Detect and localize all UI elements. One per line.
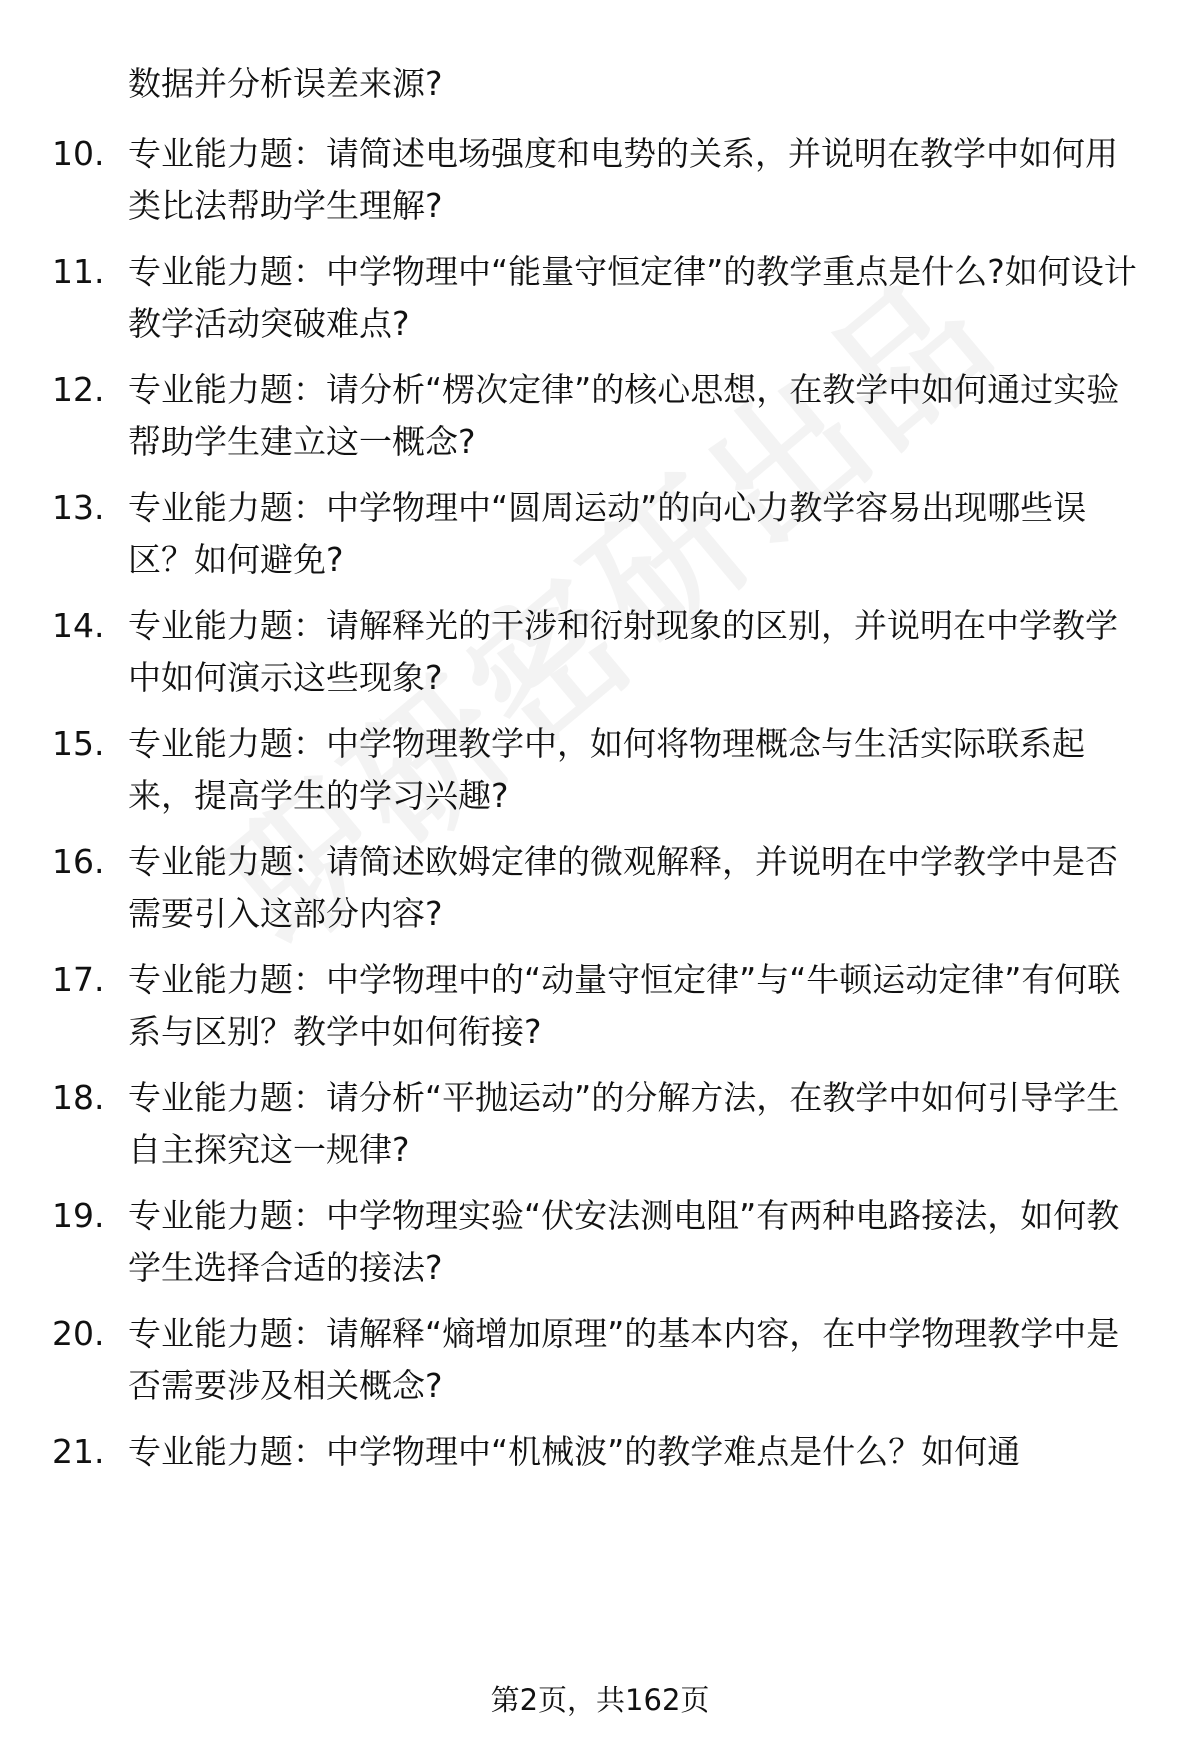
question-item <box>52 128 1142 232</box>
page-footer: 第2页，共162页 <box>490 1683 710 1717</box>
continuation-text: 数据并分析误差来源? <box>128 64 443 103</box>
question-text: 专业能力题：请解释光的干涉和衍射现象的区别，并说明在中学教学中如何演示这些现象? <box>128 606 1118 697</box>
question-text: 专业能力题：请简述电场强度和电势的关系，并说明在教学中如何用类比法帮助学生理解? <box>128 134 1118 225</box>
question-item <box>52 600 1142 704</box>
question-item <box>52 1190 1142 1294</box>
question-item <box>52 246 1142 350</box>
question-item <box>52 954 1142 1058</box>
question-text: 专业能力题：中学物理教学中，如何将物理概念与生活实际联系起来，提高学生的学习兴趣? <box>128 724 1085 815</box>
question-text: 专业能力题：请分析“楞次定律”的核心思想，在教学中如何通过实验帮助学生建立这一概念? <box>128 370 1120 461</box>
question-text: 专业能力题：中学物理中“圆周运动”的向心力教学容易出现哪些误区？如何避免? <box>128 488 1087 579</box>
question-number: 18. <box>52 1078 105 1117</box>
question-text: 专业能力题：请简述欧姆定律的微观解释，并说明在中学教学中是否需要引入这部分内容? <box>128 842 1118 933</box>
question-item <box>52 482 1142 586</box>
question-number: 16. <box>52 842 105 881</box>
question-number: 19. <box>52 1196 105 1235</box>
question-number: 10. <box>52 134 105 173</box>
question-number: 11. <box>52 252 105 291</box>
question-item <box>52 364 1142 468</box>
question-number: 20. <box>52 1314 105 1353</box>
question-text: 专业能力题：中学物理中“能量守恒定律”的教学重点是什么?如何设计教学活动突破难点? <box>128 252 1137 343</box>
question-number: 13. <box>52 488 105 527</box>
question-text: 专业能力题：中学物理实验“伏安法测电阻”有两种电路接法，如何教学生选择合适的接法? <box>128 1196 1120 1287</box>
question-number: 21. <box>52 1432 105 1471</box>
question-text: 专业能力题：请分析“平抛运动”的分解方法，在教学中如何引导学生自主探究这一规律? <box>128 1078 1120 1169</box>
question-text: 专业能力题：请解释“熵增加原理”的基本内容，在中学物理教学中是否需要涉及相关概念? <box>128 1314 1120 1405</box>
question-text: 专业能力题：中学物理中的“动量守恒定律”与“牛顿运动定律”有何联系与区别？教学中如何衔接? <box>128 960 1121 1051</box>
question-item <box>52 1426 1142 1478</box>
question-number: 15. <box>52 724 105 763</box>
question-item <box>52 836 1142 940</box>
question-text: 专业能力题：中学物理中“机械波”的教学难点是什么？如何通 <box>128 1432 1021 1471</box>
question-number: 14. <box>52 606 105 645</box>
question-item <box>52 718 1142 822</box>
question-number: 17. <box>52 960 105 999</box>
question-item <box>52 1072 1142 1176</box>
question-number: 12. <box>52 370 105 409</box>
question-item <box>52 1308 1142 1412</box>
